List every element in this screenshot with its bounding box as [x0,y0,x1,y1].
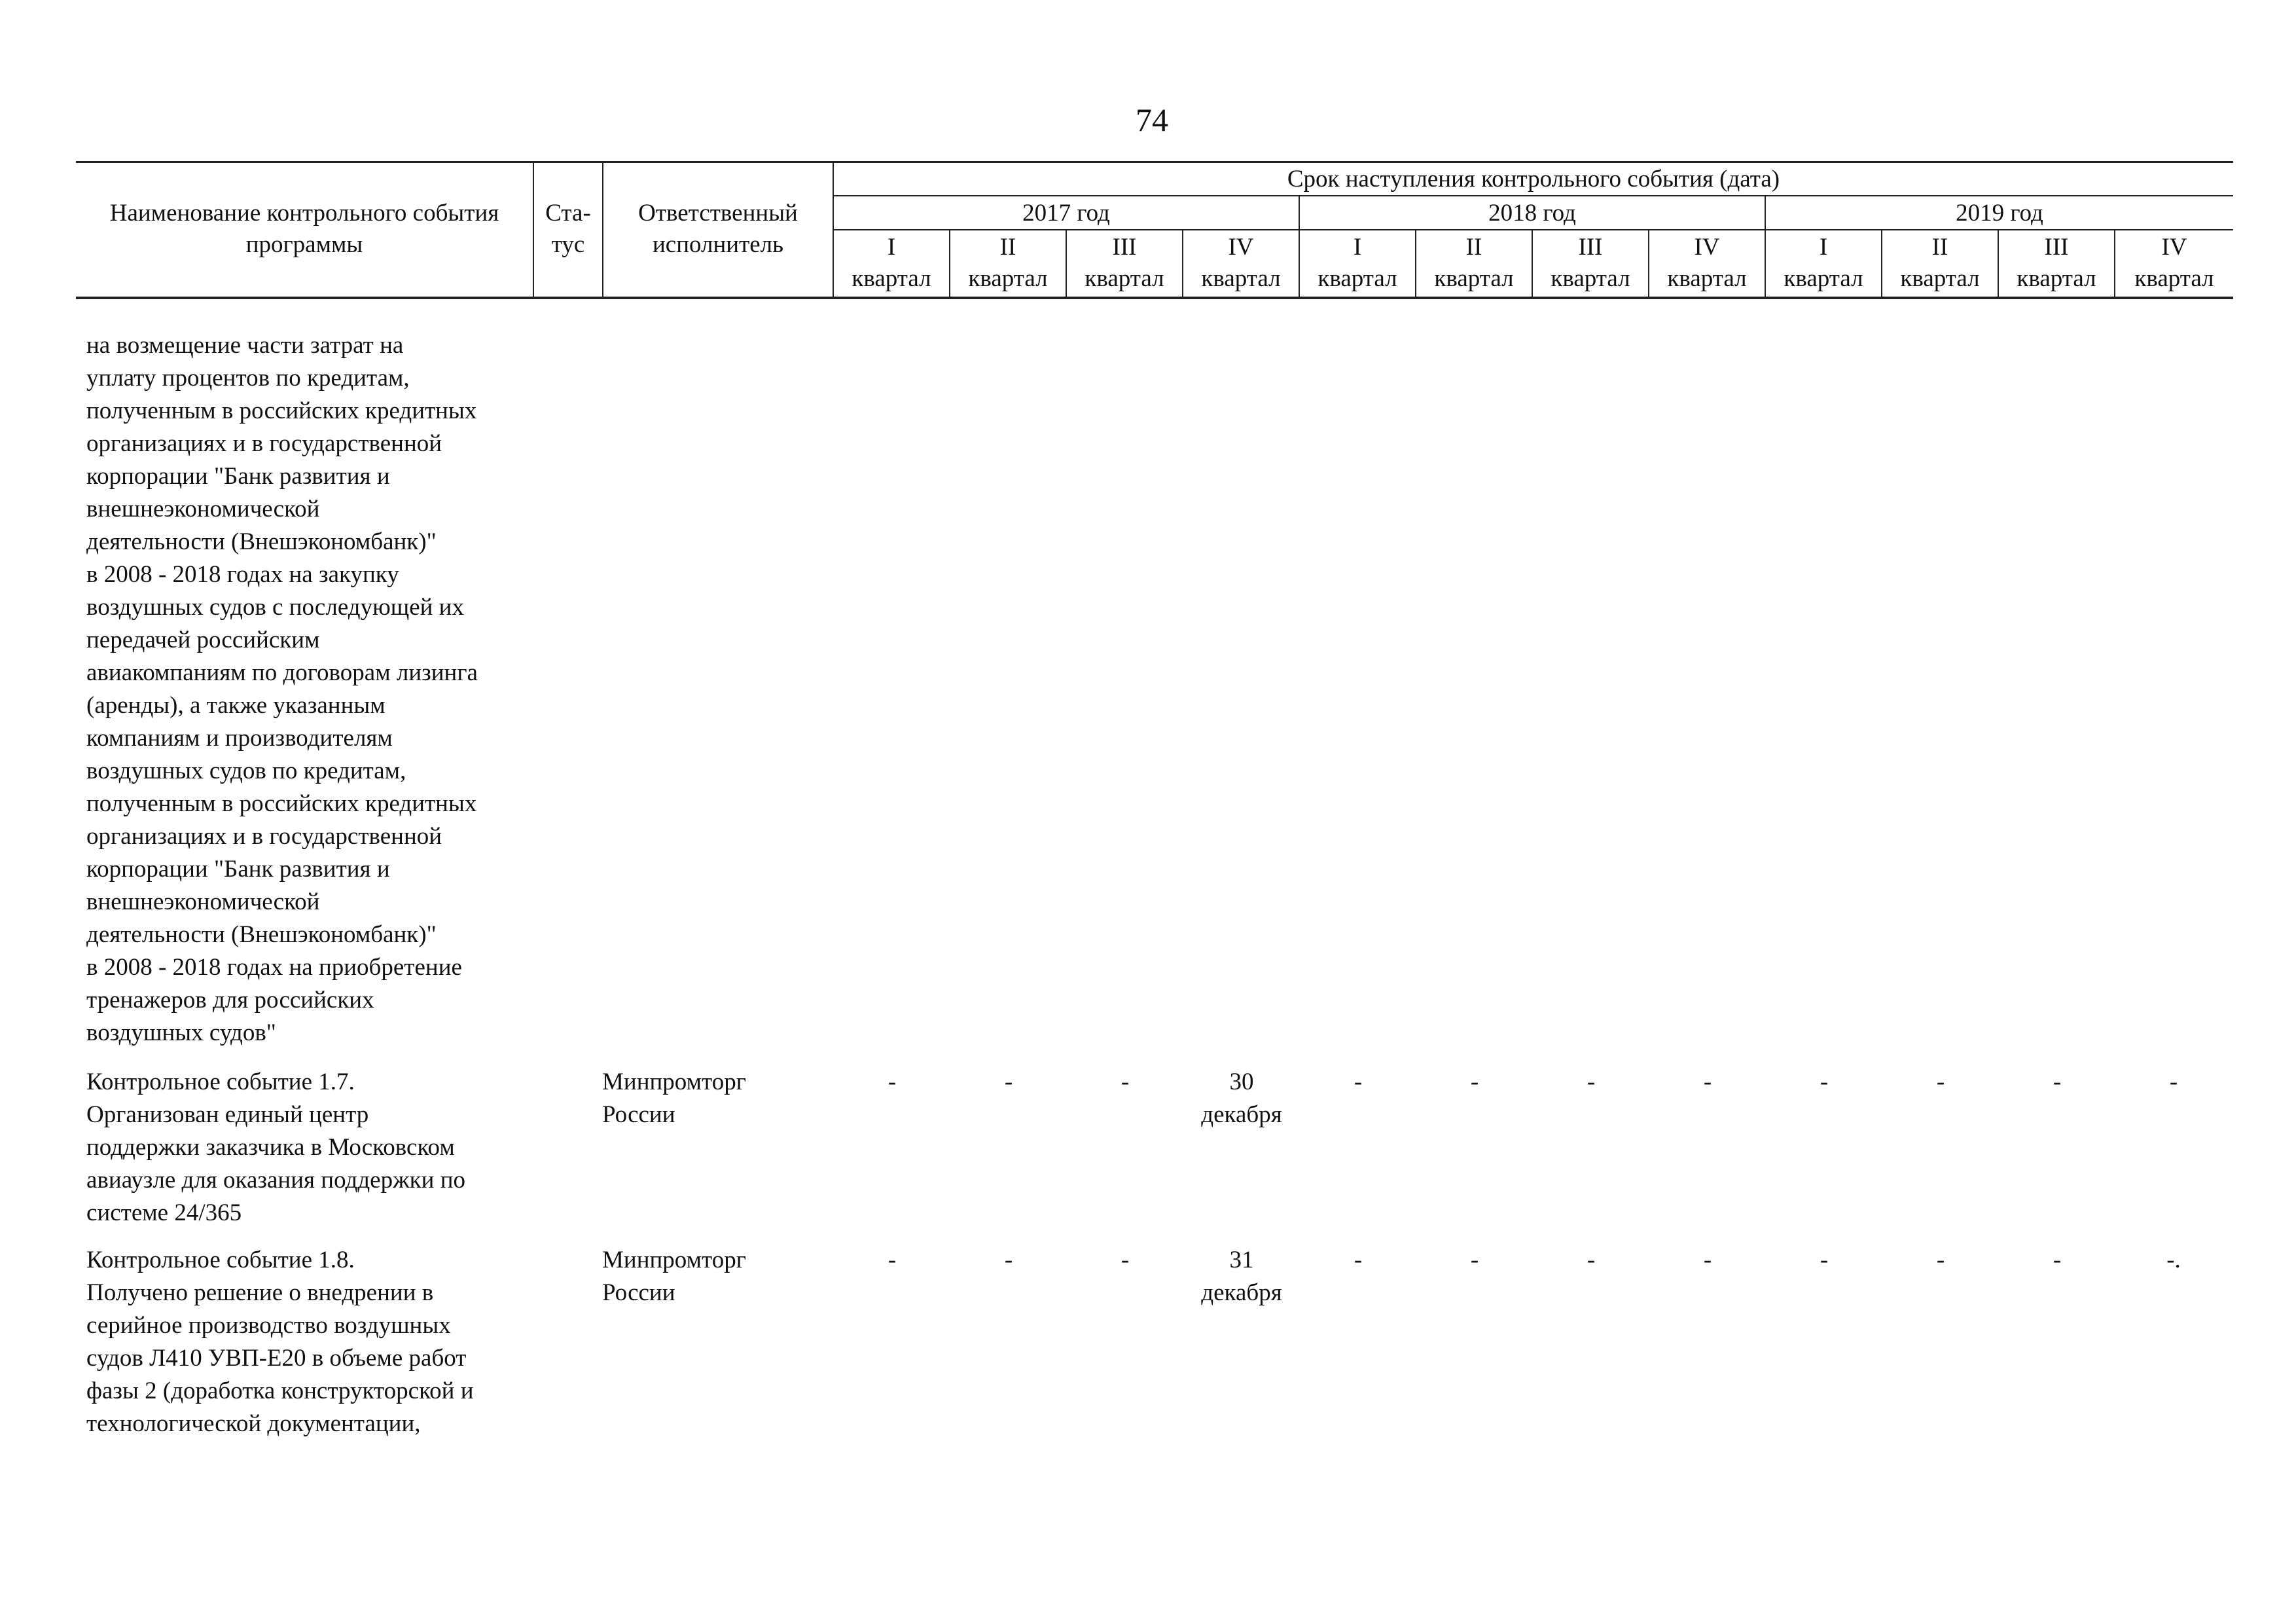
quarter-header: I квартал [852,234,931,292]
header-status-line1: Ста- [545,200,591,227]
date-cell: - [1121,1247,1130,1273]
table-header-bottom-rule [76,297,2233,299]
date-cell: - [2169,1068,2178,1095]
date-cell: - [1703,1068,1712,1095]
date-cell: - [888,1247,897,1273]
quarter-header: I квартал [1784,234,1863,292]
date-cell: - [2053,1247,2062,1273]
date-cell: - [1470,1068,1479,1095]
date-cell: - [1004,1068,1013,1095]
header-status-line2: тус [551,231,585,258]
deadline-title-rule [833,195,2233,196]
header-name-line1: Наименование контрольного события [109,200,499,227]
quarter-header: III квартал [1085,234,1164,292]
event-executor: Минпромторг России [602,1068,746,1128]
date-cell: - [1470,1247,1479,1273]
header-executor-line2: исполнитель [652,231,784,258]
header-deadline-title: Срок наступления контрольного события (дата) [1287,166,1780,192]
date-cell: - [1121,1068,1130,1095]
date-cell: - [1004,1247,1013,1273]
date-cell: - [2053,1068,2062,1095]
date-cell: - [1354,1247,1363,1273]
event-executor: Минпромторг России [602,1247,746,1306]
quarter-header: I квартал [1318,234,1397,292]
header-name-line2: программы [245,231,363,258]
date-cell: - [1703,1247,1712,1273]
year-rule [833,229,2233,230]
event-name: на возмещение части затрат на уплату процентов по кредитам, полученным в российских кредитных организациях и в государственной корпорации "Банк развития и внешнеэкономической деятельности (Внешэкономбанк)" в 2008 - 2018 годах на закупку воздушных судов с последующей их передачей российским авиакомпаниям по договорам лизинга (аренды), а также указанным компаниям и производителям воздушных судов по кредитам, полученным в российских кредитных организациях и в государственной корпорации "Банк развития и внешнеэкономической деятельности (Внешэкономбанк)" в 2008 - 2018 годах на приобретение тренажеров для российских воздушных судов" [86,332,478,1046]
page-number: 74 [1136,101,1168,138]
event-name: Контрольное событие 1.8. Получено решение о внедрении в серийное производство воздушных судов Л410 УВП-Е20 в объеме работ фазы 2 (доработка конструкторской и технологической документации, [86,1247,474,1437]
quarter-header: II квартал [968,234,1048,292]
date-cell: -. [2166,1247,2181,1273]
date-cell: - [888,1068,897,1095]
header-year-2019: 2019 год [1956,200,2043,227]
date-cell: - [1936,1068,1945,1095]
quarter-header: IV квартал [1201,234,1281,292]
header-year-2017: 2017 год [1022,200,1110,227]
date-cell: - [1820,1247,1829,1273]
quarter-header: II квартал [1434,234,1514,292]
date-cell: - [1587,1068,1596,1095]
header-year-2018: 2018 год [1488,200,1576,227]
event-name: Контрольное событие 1.7. Организован единый центр поддержки заказчика в Московском авиаузле для оказания поддержки по системе 24/365 [86,1068,465,1226]
date-cell: - [1936,1247,1945,1273]
table-top-rule [76,161,2233,163]
quarter-header: IV квартал [2134,234,2214,292]
date-cell: - [1587,1247,1596,1273]
date-cell: - [1354,1068,1363,1095]
quarter-header: IV квартал [1667,234,1747,292]
date-cell: 30 декабря [1201,1068,1282,1128]
quarter-header: III квартал [2017,234,2096,292]
header-executor-line1: Ответственный [638,200,798,227]
date-cell: - [1820,1068,1829,1095]
date-cell: 31 декабря [1201,1247,1282,1306]
quarter-header: II квартал [1900,234,1980,292]
quarter-header: III квартал [1551,234,1630,292]
